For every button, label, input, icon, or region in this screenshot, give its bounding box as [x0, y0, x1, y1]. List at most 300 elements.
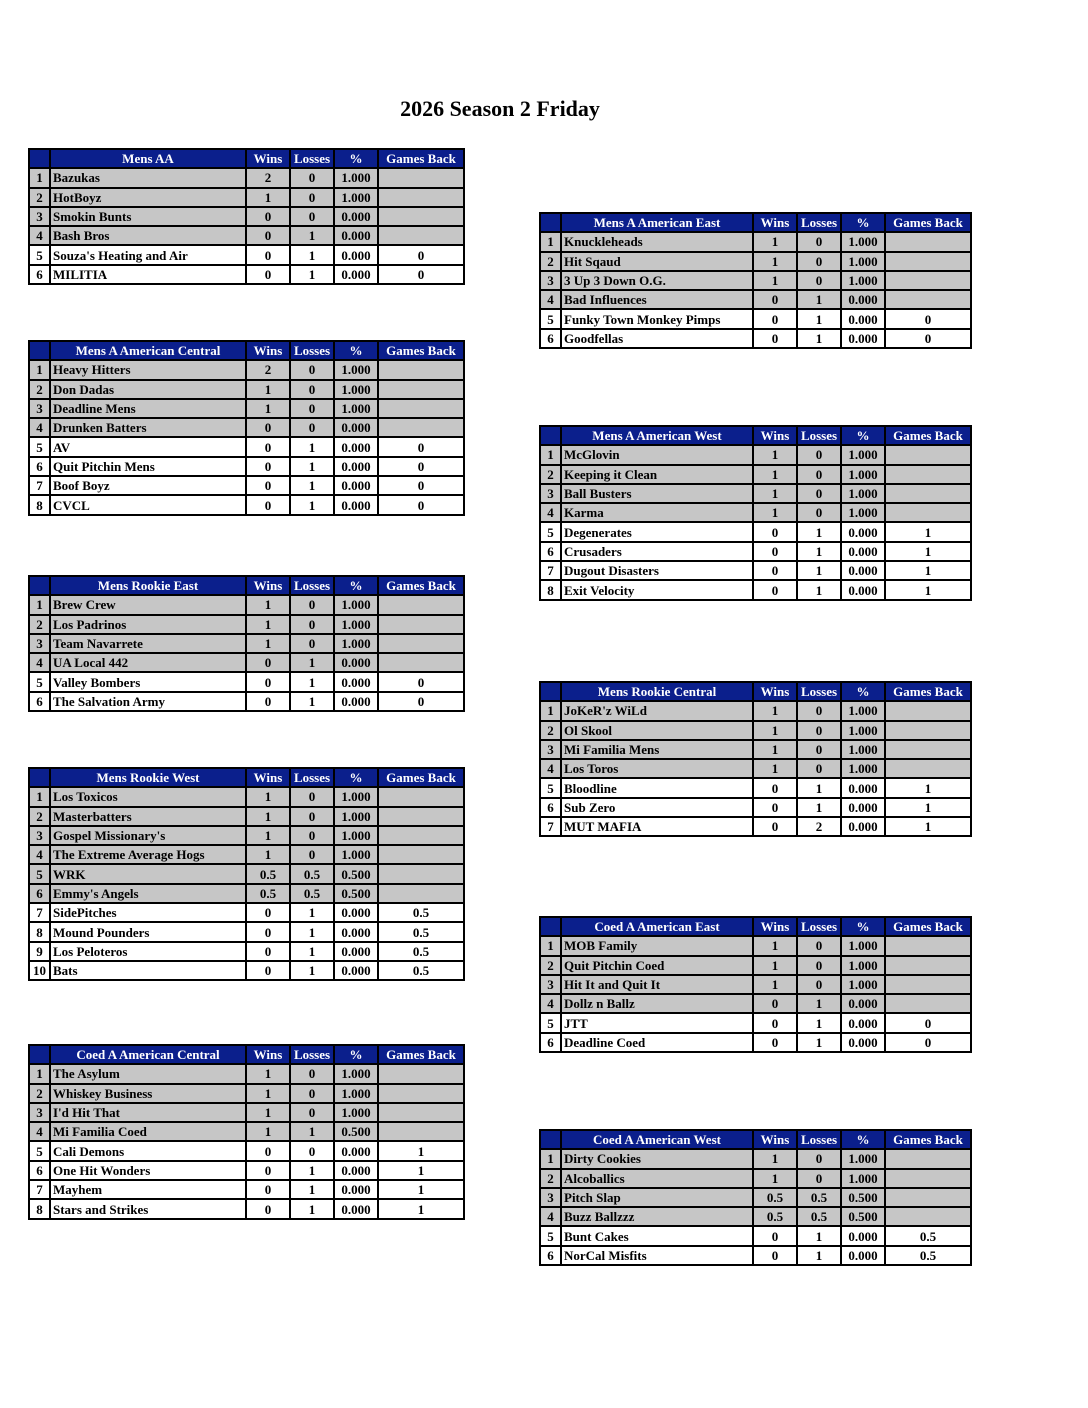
table-row: [540, 484, 971, 503]
table-row: [540, 561, 971, 580]
wins: 0: [753, 1013, 797, 1032]
header-games-back: Games Back: [378, 576, 464, 595]
win-pct: 1.000: [841, 721, 885, 740]
rank: 8: [540, 580, 561, 599]
losses: 0: [290, 380, 334, 399]
wins: 0.5: [753, 1207, 797, 1226]
rank: 2: [29, 380, 50, 399]
wins: 1: [246, 826, 290, 845]
losses: 1: [290, 692, 334, 711]
wins: 1: [753, 465, 797, 484]
games-back: 1: [885, 798, 971, 817]
wins: 0: [246, 1161, 290, 1180]
wins: 0: [246, 207, 290, 226]
rank: 2: [540, 252, 561, 271]
rank: 7: [29, 903, 50, 922]
header-wins: Wins: [246, 576, 290, 595]
wins: 0: [753, 580, 797, 599]
losses: 0: [797, 956, 841, 975]
win-pct: 0.000: [841, 542, 885, 561]
rank: 6: [540, 1246, 561, 1265]
rank: 5: [540, 1226, 561, 1245]
wins: 0.5: [246, 864, 290, 883]
games-back: [378, 864, 464, 883]
table-row: [29, 1122, 464, 1141]
rank: 6: [540, 542, 561, 561]
table-row: [29, 787, 464, 806]
team-name: Dollz n Ballz: [561, 994, 753, 1013]
header-games-back: Games Back: [378, 1045, 464, 1064]
rank: 5: [540, 522, 561, 541]
win-pct: 0.000: [334, 418, 378, 437]
header-losses: Losses: [797, 917, 841, 936]
losses: 1: [290, 1161, 334, 1180]
table-row: [29, 634, 464, 653]
team-name: Quit Pitchin Coed: [561, 956, 753, 975]
games-back: [885, 956, 971, 975]
rank: 3: [540, 1188, 561, 1207]
wins: 2: [246, 168, 290, 187]
rank: 1: [540, 445, 561, 464]
games-back: [378, 807, 464, 826]
header-blank: [29, 149, 50, 168]
losses: 1: [797, 1033, 841, 1052]
losses: 0: [797, 936, 841, 955]
losses: 0: [797, 701, 841, 720]
rank: 3: [29, 207, 50, 226]
wins: 0: [753, 798, 797, 817]
wins: 0: [246, 942, 290, 961]
rank: 6: [29, 457, 50, 476]
wins: 1: [246, 634, 290, 653]
table-header-row: [29, 576, 464, 595]
team-name: Crusaders: [561, 542, 753, 561]
header-losses: Losses: [290, 576, 334, 595]
rank: 6: [540, 1033, 561, 1052]
team-name: Sub Zero: [561, 798, 753, 817]
table-row: [540, 975, 971, 994]
wins: 1: [246, 1064, 290, 1083]
games-back: [885, 1169, 971, 1188]
games-back: [885, 994, 971, 1013]
wins: 1: [753, 975, 797, 994]
table-header-row: [540, 1130, 971, 1149]
rank: 1: [540, 936, 561, 955]
division-table-mens-a-american-west: [539, 425, 972, 601]
wins: 0: [753, 1226, 797, 1245]
header-losses: Losses: [290, 768, 334, 787]
table-row: [540, 936, 971, 955]
losses: 0: [797, 465, 841, 484]
page-title: 2026 Season 2 Friday: [400, 96, 600, 121]
win-pct: 0.000: [841, 290, 885, 309]
losses: 1: [797, 994, 841, 1013]
team-name: 3 Up 3 Down O.G.: [561, 271, 753, 290]
losses: 0: [290, 1141, 334, 1160]
losses: 0: [797, 721, 841, 740]
games-back: [378, 634, 464, 653]
wins: 1: [753, 936, 797, 955]
win-pct: 0.000: [334, 692, 378, 711]
losses: 0: [290, 207, 334, 226]
rank: 2: [540, 465, 561, 484]
table-row: [29, 1064, 464, 1083]
losses: 0: [290, 188, 334, 207]
games-back: [885, 759, 971, 778]
rank: 1: [540, 1149, 561, 1168]
rank: 2: [540, 1169, 561, 1188]
wins: 0: [246, 226, 290, 245]
division-name: Mens AA: [50, 149, 246, 168]
games-back: [378, 360, 464, 379]
games-back: 0: [378, 437, 464, 456]
rank: 5: [29, 864, 50, 883]
win-pct: 1.000: [334, 1103, 378, 1122]
games-back: 0: [885, 329, 971, 348]
division-table-mens-rookie-east: [28, 575, 465, 712]
win-pct: 0.000: [841, 1246, 885, 1265]
losses: 0: [797, 484, 841, 503]
table-row: [540, 1226, 971, 1245]
rank: 8: [29, 1199, 50, 1218]
header-wins: Wins: [753, 917, 797, 936]
header-pct: %: [334, 1045, 378, 1064]
wins: 0: [246, 903, 290, 922]
rank: 7: [29, 1180, 50, 1199]
rank: 2: [29, 807, 50, 826]
games-back: [885, 1188, 971, 1207]
win-pct: 0.000: [841, 329, 885, 348]
team-name: Hit Sqaud: [561, 252, 753, 271]
header-wins: Wins: [246, 768, 290, 787]
win-pct: 0.000: [334, 961, 378, 980]
table-row: [540, 290, 971, 309]
table-row: [29, 807, 464, 826]
wins: 0: [246, 1180, 290, 1199]
header-games-back: Games Back: [378, 149, 464, 168]
losses: 1: [797, 778, 841, 797]
wins: 1: [246, 1103, 290, 1122]
win-pct: 1.000: [841, 701, 885, 720]
table-row: [540, 252, 971, 271]
wins: 0: [753, 778, 797, 797]
losses: 0: [290, 807, 334, 826]
rank: 3: [29, 399, 50, 418]
table-header-row: [540, 917, 971, 936]
games-back: [885, 484, 971, 503]
games-back: [378, 207, 464, 226]
division-table-mens-rookie-west: [28, 767, 465, 981]
rank: 4: [540, 503, 561, 522]
team-name: Buzz Ballzzz: [561, 1207, 753, 1226]
losses: 1: [797, 522, 841, 541]
table-row: [29, 1084, 464, 1103]
header-blank: [29, 576, 50, 595]
table-header-row: [29, 341, 464, 360]
table-row: [29, 826, 464, 845]
games-back: 0.5: [378, 903, 464, 922]
division-name: Coed A American Central: [50, 1045, 246, 1064]
games-back: [378, 787, 464, 806]
wins: 1: [753, 232, 797, 251]
wins: 1: [753, 1149, 797, 1168]
division-name: Mens A American West: [561, 426, 753, 445]
header-wins: Wins: [246, 341, 290, 360]
games-back: 1: [378, 1141, 464, 1160]
rank: 4: [540, 1207, 561, 1226]
losses: 0: [797, 445, 841, 464]
win-pct: 1.000: [334, 380, 378, 399]
wins: 0: [753, 309, 797, 328]
table-header-row: [540, 213, 971, 232]
losses: 0: [290, 615, 334, 634]
header-games-back: Games Back: [885, 1130, 971, 1149]
rank: 4: [29, 418, 50, 437]
losses: 1: [797, 580, 841, 599]
rank: 2: [540, 956, 561, 975]
header-games-back: Games Back: [885, 426, 971, 445]
division-table-mens-a-american-central: [28, 340, 465, 516]
games-back: [378, 1122, 464, 1141]
team-name: Karma: [561, 503, 753, 522]
team-name: NorCal Misfits: [561, 1246, 753, 1265]
wins: 0: [246, 495, 290, 514]
win-pct: 1.000: [841, 445, 885, 464]
team-name: The Salvation Army: [50, 692, 246, 711]
team-name: Bazukas: [50, 168, 246, 187]
table-row: [29, 1199, 464, 1218]
header-games-back: Games Back: [885, 917, 971, 936]
games-back: [885, 740, 971, 759]
win-pct: 1.000: [841, 759, 885, 778]
header-blank: [540, 213, 561, 232]
rank: 2: [29, 188, 50, 207]
wins: 1: [753, 740, 797, 759]
win-pct: 1.000: [334, 399, 378, 418]
games-back: 0.5: [885, 1226, 971, 1245]
table-row: [540, 701, 971, 720]
header-pct: %: [334, 149, 378, 168]
wins: 1: [753, 721, 797, 740]
table-row: [29, 418, 464, 437]
rank: 4: [29, 653, 50, 672]
rank: 3: [540, 484, 561, 503]
table-header-row: [29, 1045, 464, 1064]
games-back: [378, 168, 464, 187]
team-name: Pitch Slap: [561, 1188, 753, 1207]
losses: 1: [290, 942, 334, 961]
table-row: [29, 961, 464, 980]
wins: 2: [246, 360, 290, 379]
team-name: Knuckleheads: [561, 232, 753, 251]
division-name: Mens Rookie East: [50, 576, 246, 595]
games-back: 0: [378, 692, 464, 711]
wins: 0: [753, 1033, 797, 1052]
table-row: [540, 740, 971, 759]
losses: 1: [290, 961, 334, 980]
games-back: [378, 380, 464, 399]
games-back: 1: [885, 778, 971, 797]
table-row: [540, 759, 971, 778]
losses: 0: [797, 759, 841, 778]
table-row: [29, 942, 464, 961]
table-row: [540, 542, 971, 561]
games-back: 0: [885, 309, 971, 328]
table-row: [540, 798, 971, 817]
win-pct: 0.000: [334, 1199, 378, 1218]
header-losses: Losses: [797, 1130, 841, 1149]
team-name: Stars and Strikes: [50, 1199, 246, 1218]
rank: 1: [29, 1064, 50, 1083]
team-name: Ol Skool: [561, 721, 753, 740]
losses: 1: [290, 495, 334, 514]
wins: 1: [753, 759, 797, 778]
games-back: [885, 232, 971, 251]
wins: 0: [246, 437, 290, 456]
games-back: [378, 1103, 464, 1122]
table-row: [540, 309, 971, 328]
rank: 5: [540, 1013, 561, 1032]
losses: 0: [290, 1084, 334, 1103]
win-pct: 1.000: [841, 975, 885, 994]
wins: 0.5: [246, 884, 290, 903]
win-pct: 1.000: [334, 360, 378, 379]
table-row: [540, 817, 971, 836]
games-back: 0: [378, 245, 464, 264]
wins: 0: [753, 542, 797, 561]
games-back: [885, 721, 971, 740]
rank: 6: [540, 329, 561, 348]
win-pct: 1.000: [841, 465, 885, 484]
losses: 1: [290, 653, 334, 672]
rank: 6: [29, 884, 50, 903]
rank: 1: [29, 168, 50, 187]
games-back: [378, 615, 464, 634]
team-name: Drunken Batters: [50, 418, 246, 437]
games-back: [885, 936, 971, 955]
team-name: Dugout Disasters: [561, 561, 753, 580]
team-name: Smokin Bunts: [50, 207, 246, 226]
team-name: Funky Town Monkey Pimps: [561, 309, 753, 328]
rank: 5: [540, 778, 561, 797]
games-back: 1: [885, 561, 971, 580]
win-pct: 1.000: [841, 503, 885, 522]
table-row: [540, 956, 971, 975]
table-row: [29, 457, 464, 476]
team-name: Quit Pitchin Mens: [50, 457, 246, 476]
header-pct: %: [334, 576, 378, 595]
win-pct: 0.000: [841, 798, 885, 817]
header-pct: %: [841, 426, 885, 445]
games-back: 1: [378, 1161, 464, 1180]
losses: 1: [290, 226, 334, 245]
losses: 1: [290, 922, 334, 941]
header-losses: Losses: [797, 426, 841, 445]
losses: 0: [290, 826, 334, 845]
losses: 0: [290, 634, 334, 653]
team-name: JoKeR'z WiLd: [561, 701, 753, 720]
rank: 3: [29, 634, 50, 653]
losses: 0: [290, 1103, 334, 1122]
losses: 1: [290, 1199, 334, 1218]
table-header-row: [29, 149, 464, 168]
games-back: 0.5: [378, 922, 464, 941]
losses: 1: [290, 1122, 334, 1141]
games-back: 1: [885, 542, 971, 561]
losses: 1: [797, 542, 841, 561]
win-pct: 0.500: [334, 884, 378, 903]
table-row: [29, 437, 464, 456]
rank: 5: [29, 672, 50, 691]
team-name: Masterbatters: [50, 807, 246, 826]
team-name: Los Peloteros: [50, 942, 246, 961]
win-pct: 0.000: [841, 309, 885, 328]
rank: 4: [540, 290, 561, 309]
team-name: Ball Busters: [561, 484, 753, 503]
team-name: Bats: [50, 961, 246, 980]
wins: 0: [246, 265, 290, 284]
header-blank: [540, 1130, 561, 1149]
games-back: [885, 503, 971, 522]
games-back: [378, 653, 464, 672]
rank: 1: [540, 232, 561, 251]
header-blank: [29, 341, 50, 360]
team-name: I'd Hit That: [50, 1103, 246, 1122]
team-name: Alcoballics: [561, 1169, 753, 1188]
rank: 4: [29, 1122, 50, 1141]
win-pct: 0.000: [334, 922, 378, 941]
wins: 0: [246, 476, 290, 495]
wins: 1: [246, 399, 290, 418]
losses: 1: [797, 561, 841, 580]
table-row: [29, 207, 464, 226]
table-row: [540, 522, 971, 541]
team-name: Whiskey Business: [50, 1084, 246, 1103]
table-row: [540, 445, 971, 464]
losses: 0: [797, 975, 841, 994]
win-pct: 0.000: [841, 561, 885, 580]
win-pct: 0.000: [334, 1141, 378, 1160]
table-row: [540, 1169, 971, 1188]
header-wins: Wins: [246, 149, 290, 168]
games-back: [885, 1149, 971, 1168]
losses: 0: [290, 168, 334, 187]
losses: 0.5: [290, 884, 334, 903]
games-back: 1: [378, 1199, 464, 1218]
team-name: WRK: [50, 864, 246, 883]
games-back: 1: [378, 1180, 464, 1199]
rank: 6: [29, 1161, 50, 1180]
table-row: [29, 1103, 464, 1122]
team-name: Boof Boyz: [50, 476, 246, 495]
team-name: Keeping it Clean: [561, 465, 753, 484]
table-row: [540, 778, 971, 797]
wins: 1: [753, 252, 797, 271]
wins: 0: [246, 1199, 290, 1218]
wins: 1: [246, 845, 290, 864]
table-row: [29, 399, 464, 418]
team-name: Bloodline: [561, 778, 753, 797]
losses: 1: [290, 1180, 334, 1199]
team-name: Deadline Mens: [50, 399, 246, 418]
losses: 2: [797, 817, 841, 836]
losses: 1: [290, 457, 334, 476]
win-pct: 1.000: [841, 484, 885, 503]
header-games-back: Games Back: [885, 213, 971, 232]
rank: 10: [29, 961, 50, 980]
win-pct: 0.000: [334, 265, 378, 284]
win-pct: 1.000: [841, 271, 885, 290]
